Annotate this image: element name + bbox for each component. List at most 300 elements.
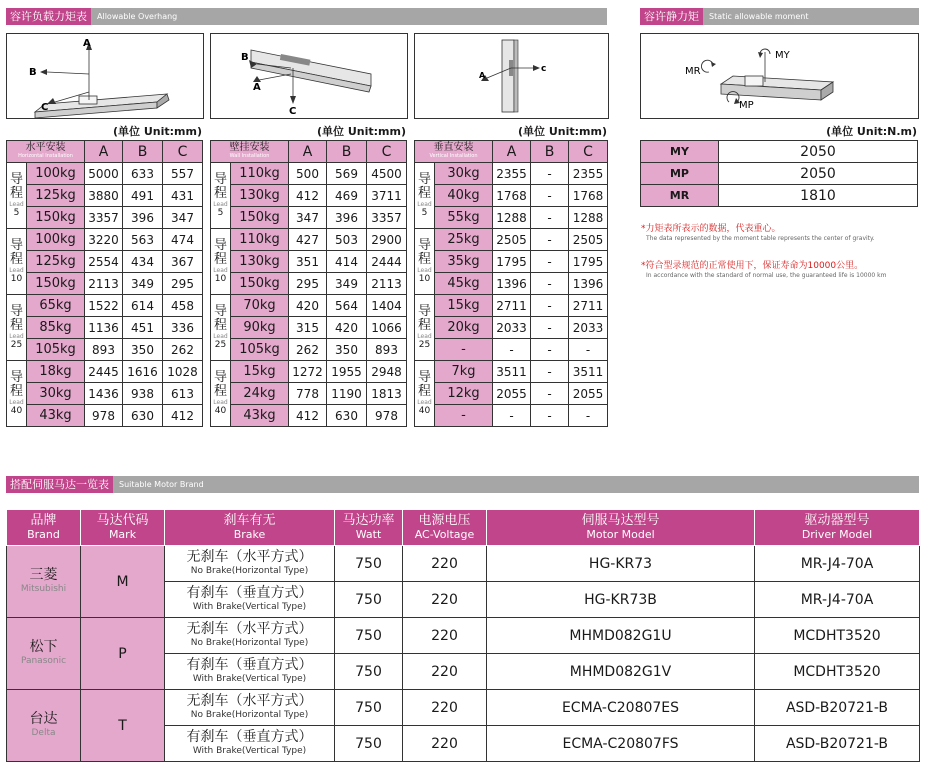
- brake-zh: 无刹车（水平方式）: [186, 621, 313, 637]
- value-cell: 367: [163, 251, 203, 273]
- column-header-b: B: [327, 141, 367, 163]
- moment-key: MR: [641, 185, 719, 207]
- value-cell: 2033: [493, 317, 531, 339]
- value-cell: 1795: [569, 251, 608, 273]
- note-guaranteed-life-zh: *符合型录规范的正常使用下，保证寿命为10000公里。: [641, 261, 864, 271]
- diagram-label-c: C: [41, 102, 49, 113]
- diagram-label-b: B: [29, 67, 37, 78]
- value-cell: 347: [163, 207, 203, 229]
- unit-label-wall: (单位 Unit:mm): [317, 125, 406, 138]
- motor-column-header: [7, 510, 81, 546]
- load-cell: 24kg: [231, 383, 289, 405]
- mark-cell: M: [81, 546, 165, 618]
- load-cell: 100kg: [27, 163, 85, 185]
- brand-en: Mitsubishi: [20, 583, 67, 594]
- value-cell: 451: [123, 317, 163, 339]
- lead-text: 导: [9, 238, 23, 253]
- value-cell: -: [531, 383, 569, 405]
- lead-text: 程: [9, 252, 23, 267]
- value-cell: 1616: [123, 361, 163, 383]
- table-row: [211, 251, 407, 273]
- value-cell: 315: [289, 317, 327, 339]
- motor-cell: HG-KR73: [487, 546, 755, 582]
- diagram-label-my: MY: [775, 50, 790, 61]
- value-cell: -: [569, 339, 608, 361]
- lead-label: [7, 361, 27, 427]
- volt-cell: 220: [403, 546, 487, 582]
- unit-label-moment: (单位 Unit:N.m): [826, 125, 917, 138]
- load-cell: 30kg: [435, 163, 493, 185]
- lead-text: Lead: [417, 333, 432, 340]
- lead-label: [7, 295, 27, 361]
- value-cell: 414: [327, 251, 367, 273]
- table-row: [7, 317, 203, 339]
- table-row: [7, 361, 203, 383]
- value-cell: 1136: [85, 317, 123, 339]
- value-cell: 3880: [85, 185, 123, 207]
- mark-cell: P: [81, 618, 165, 690]
- header-zh: 马达代码: [96, 512, 149, 528]
- value-cell: 396: [327, 207, 367, 229]
- value-cell: 1404: [367, 295, 407, 317]
- motor-column-header: [165, 510, 335, 546]
- value-cell: 3220: [85, 229, 123, 251]
- motor-section-title: 搭配伺服马达一览表: [6, 476, 113, 493]
- table-row: [211, 317, 407, 339]
- value-cell: 349: [327, 273, 367, 295]
- brake-cell: [165, 726, 335, 762]
- load-cell: 105kg: [27, 339, 85, 361]
- lead-text: Lead: [9, 333, 24, 340]
- header-zh: 刹车有无: [223, 512, 276, 528]
- table-row: [211, 273, 407, 295]
- lead-text: 程: [417, 384, 431, 399]
- lead-value: 5: [13, 208, 20, 218]
- lead-label: [211, 295, 231, 361]
- lead-value: 5: [217, 208, 224, 218]
- value-cell: 396: [123, 207, 163, 229]
- value-cell: 2113: [367, 273, 407, 295]
- brake-en: With Brake(Vertical Type): [192, 746, 307, 756]
- note-center-of-gravity-zh: *力矩表所表示的数据，代表重心。: [641, 224, 781, 234]
- value-cell: 262: [289, 339, 327, 361]
- load-cell: 43kg: [27, 405, 85, 427]
- lead-text: Lead: [213, 201, 228, 208]
- brake-cell: [165, 582, 335, 618]
- lead-text: Lead: [417, 267, 432, 274]
- lead-value: 40: [10, 406, 23, 416]
- lead-text: 导: [213, 304, 227, 319]
- value-cell: 2505: [569, 229, 608, 251]
- value-cell: 2711: [493, 295, 531, 317]
- lead-text: 程: [213, 186, 227, 201]
- lead-text: 程: [9, 384, 23, 399]
- value-cell: 1436: [85, 383, 123, 405]
- load-cell: 20kg: [435, 317, 493, 339]
- header-zh: 品牌: [30, 512, 57, 528]
- watt-cell: 750: [335, 546, 403, 582]
- table-row: [211, 361, 407, 383]
- value-cell: 420: [289, 295, 327, 317]
- overhang-header-row: [211, 141, 407, 163]
- value-cell: -: [531, 229, 569, 251]
- value-cell: 295: [163, 273, 203, 295]
- lead-text: 导: [417, 172, 431, 187]
- load-cell: -: [435, 405, 493, 427]
- column-header-c: C: [163, 141, 203, 163]
- value-cell: 427: [289, 229, 327, 251]
- value-cell: 1396: [569, 273, 608, 295]
- lead-text: 程: [213, 384, 227, 399]
- diagram-label-mr: MR: [685, 66, 701, 77]
- value-cell: 3357: [367, 207, 407, 229]
- lead-text: 程: [213, 318, 227, 333]
- value-cell: -: [531, 361, 569, 383]
- install-type-label: [7, 141, 85, 163]
- value-cell: 1795: [493, 251, 531, 273]
- lead-label: [415, 361, 435, 427]
- table-row: [7, 546, 920, 582]
- brake-zh: 有刹车（垂直方式）: [186, 657, 313, 673]
- header-zh: 驱动器型号: [804, 512, 870, 528]
- brand-en: Panasonic: [20, 655, 67, 666]
- load-cell: 7kg: [435, 361, 493, 383]
- table-row: [211, 405, 407, 427]
- motor-cell: MHMD082G1V: [487, 654, 755, 690]
- wall-overhang-table: [210, 140, 407, 427]
- value-cell: 3711: [367, 185, 407, 207]
- brake-zh: 有刹车（垂直方式）: [186, 729, 313, 745]
- lead-text: 导: [417, 370, 431, 385]
- value-cell: -: [531, 163, 569, 185]
- lead-text: Lead: [213, 267, 228, 274]
- load-cell: 15kg: [435, 295, 493, 317]
- value-cell: 2355: [493, 163, 531, 185]
- value-cell: -: [531, 317, 569, 339]
- value-cell: 2505: [493, 229, 531, 251]
- value-cell: 431: [163, 185, 203, 207]
- load-cell: 110kg: [231, 163, 289, 185]
- load-cell: 15kg: [231, 361, 289, 383]
- lead-text: Lead: [9, 201, 24, 208]
- value-cell: 2113: [85, 273, 123, 295]
- brake-zh: 无刹车（水平方式）: [186, 549, 313, 565]
- brand-zh: 松下: [29, 638, 58, 655]
- table-row: [7, 251, 203, 273]
- column-header-a: A: [493, 141, 531, 163]
- volt-cell: 220: [403, 726, 487, 762]
- table-row: [7, 295, 203, 317]
- motor-cell: ECMA-C20807ES: [487, 690, 755, 726]
- column-header-b: B: [531, 141, 569, 163]
- table-row: [211, 207, 407, 229]
- moment-row: [641, 185, 918, 207]
- wall-install-diagram: [210, 33, 408, 119]
- table-row: [415, 251, 608, 273]
- install-type-zh: 水平安装: [25, 141, 66, 153]
- moment-value: 1810: [719, 185, 918, 207]
- value-cell: -: [531, 339, 569, 361]
- load-cell: 30kg: [27, 383, 85, 405]
- column-header-b: B: [123, 141, 163, 163]
- value-cell: -: [531, 251, 569, 273]
- lead-text: 导: [9, 304, 23, 319]
- value-cell: 1522: [85, 295, 123, 317]
- table-row: [415, 207, 608, 229]
- value-cell: -: [531, 207, 569, 229]
- diagram-label-c-vert: c: [541, 64, 547, 74]
- note-guaranteed-life-en: In accordance with the standard of normal use, the guaranteed life is 10000 km: [646, 272, 887, 279]
- table-row: [7, 273, 203, 295]
- install-type-en: Vertical Installation: [429, 152, 478, 159]
- lead-text: 导: [213, 172, 227, 187]
- lead-text: 导: [213, 370, 227, 385]
- value-cell: 349: [123, 273, 163, 295]
- load-cell: 85kg: [27, 317, 85, 339]
- brake-zh: 有刹车（垂直方式）: [186, 585, 313, 601]
- brand-zh: 台达: [29, 710, 58, 727]
- table-row: [211, 185, 407, 207]
- value-cell: 1190: [327, 383, 367, 405]
- load-cell: 130kg: [231, 251, 289, 273]
- brake-en: No Brake(Horizontal Type): [190, 710, 309, 720]
- lead-text: 程: [213, 252, 227, 267]
- table-row: [7, 185, 203, 207]
- value-cell: 938: [123, 383, 163, 405]
- lead-text: Lead: [417, 399, 432, 406]
- value-cell: 3511: [493, 361, 531, 383]
- value-cell: 350: [123, 339, 163, 361]
- diagram-label-a: A: [83, 38, 91, 49]
- brake-cell: [165, 546, 335, 582]
- value-cell: 474: [163, 229, 203, 251]
- value-cell: -: [493, 339, 531, 361]
- value-cell: 1955: [327, 361, 367, 383]
- vertical-install-diagram: [414, 33, 609, 119]
- value-cell: 2055: [493, 383, 531, 405]
- table-row: [7, 207, 203, 229]
- motor-cell: ECMA-C20807FS: [487, 726, 755, 762]
- lead-value: 40: [418, 406, 431, 416]
- value-cell: 3511: [569, 361, 608, 383]
- install-type-zh: 壁挂安装: [229, 141, 270, 153]
- value-cell: 295: [289, 273, 327, 295]
- table-row: [7, 163, 203, 185]
- value-cell: -: [569, 405, 608, 427]
- value-cell: 563: [123, 229, 163, 251]
- mark-cell: T: [81, 690, 165, 762]
- table-row: [211, 163, 407, 185]
- value-cell: 2948: [367, 361, 407, 383]
- lead-text: Lead: [9, 399, 24, 406]
- static-moment-diagram: [640, 33, 919, 119]
- header-en: Motor Model: [586, 527, 655, 541]
- header-zh: 伺服马达型号: [581, 512, 660, 528]
- load-cell: -: [435, 339, 493, 361]
- lead-text: 程: [417, 186, 431, 201]
- value-cell: 978: [367, 405, 407, 427]
- static-section-header: [640, 8, 919, 25]
- column-header-a: A: [289, 141, 327, 163]
- value-cell: 564: [327, 295, 367, 317]
- table-row: [415, 317, 608, 339]
- value-cell: -: [531, 185, 569, 207]
- table-row: [7, 690, 920, 726]
- install-type-label: [211, 141, 289, 163]
- load-cell: 105kg: [231, 339, 289, 361]
- value-cell: 503: [327, 229, 367, 251]
- diagram-label-a-vert: A: [479, 71, 486, 80]
- motor-column-header: [487, 510, 755, 546]
- value-cell: 614: [123, 295, 163, 317]
- table-row: [7, 405, 203, 427]
- header-en: Mark: [108, 527, 137, 541]
- value-cell: 412: [289, 185, 327, 207]
- table-row: [415, 229, 608, 251]
- table-row: [415, 185, 608, 207]
- moment-row: [641, 163, 918, 185]
- motor-table-header: [7, 510, 920, 546]
- vertical-overhang-table: [414, 140, 608, 427]
- lead-text: 导: [417, 238, 431, 253]
- note-center-of-gravity-en: The data represented by the moment table represents the center of gravity.: [646, 235, 875, 242]
- install-type-en: Horizontal Installation: [18, 152, 73, 159]
- value-cell: 613: [163, 383, 203, 405]
- header-en: AC-Voltage: [414, 527, 475, 541]
- lead-text: Lead: [417, 201, 432, 208]
- column-header-c: C: [367, 141, 407, 163]
- value-cell: 434: [123, 251, 163, 273]
- load-cell: 45kg: [435, 273, 493, 295]
- column-header-c: C: [569, 141, 608, 163]
- brand-cell: [7, 546, 81, 618]
- header-en: Brand: [27, 527, 60, 541]
- brake-cell: [165, 690, 335, 726]
- lead-text: 程: [417, 252, 431, 267]
- horizontal-install-diagram: [6, 33, 204, 119]
- lead-value: 40: [214, 406, 227, 416]
- table-row: [415, 383, 608, 405]
- lead-value: 25: [10, 340, 23, 350]
- load-cell: 130kg: [231, 185, 289, 207]
- lead-text: 程: [417, 318, 431, 333]
- brake-cell: [165, 654, 335, 690]
- motor-column-header: [335, 510, 403, 546]
- value-cell: 1288: [569, 207, 608, 229]
- value-cell: 2445: [85, 361, 123, 383]
- value-cell: 2355: [569, 163, 608, 185]
- table-row: [211, 295, 407, 317]
- lead-label: [7, 163, 27, 229]
- load-cell: 150kg: [231, 273, 289, 295]
- load-cell: 110kg: [231, 229, 289, 251]
- load-cell: 55kg: [435, 207, 493, 229]
- lead-text: 导: [9, 172, 23, 187]
- load-cell: 150kg: [231, 207, 289, 229]
- load-cell: 70kg: [231, 295, 289, 317]
- moment-key: MP: [641, 163, 719, 185]
- header-zh: 马达功率: [342, 512, 395, 528]
- table-row: [415, 295, 608, 317]
- load-cell: 35kg: [435, 251, 493, 273]
- watt-cell: 750: [335, 582, 403, 618]
- static-section-subtitle: Static allowable moment: [709, 12, 809, 21]
- driver-cell: ASD-B20721-B: [755, 726, 920, 762]
- value-cell: 1768: [569, 185, 608, 207]
- lead-text: Lead: [213, 333, 228, 340]
- overhang-section-subtitle: Allowable Overhang: [97, 12, 178, 21]
- table-row: [211, 339, 407, 361]
- value-cell: 1396: [493, 273, 531, 295]
- header-en: Driver Model: [801, 527, 873, 541]
- load-cell: 12kg: [435, 383, 493, 405]
- load-cell: 125kg: [27, 251, 85, 273]
- brake-en: With Brake(Vertical Type): [192, 674, 307, 684]
- table-row: [211, 383, 407, 405]
- value-cell: 4500: [367, 163, 407, 185]
- table-row: [7, 339, 203, 361]
- value-cell: 262: [163, 339, 203, 361]
- brake-en: With Brake(Vertical Type): [192, 602, 307, 612]
- table-row: [415, 273, 608, 295]
- lead-value: 5: [421, 208, 428, 218]
- table-row: [415, 361, 608, 383]
- brand-cell: [7, 618, 81, 690]
- value-cell: 778: [289, 383, 327, 405]
- value-cell: 336: [163, 317, 203, 339]
- moment-value: 2050: [719, 163, 918, 185]
- motor-column-header: [81, 510, 165, 546]
- value-cell: 350: [327, 339, 367, 361]
- value-cell: 347: [289, 207, 327, 229]
- value-cell: 3357: [85, 207, 123, 229]
- value-cell: 412: [289, 405, 327, 427]
- value-cell: -: [493, 405, 531, 427]
- lead-text: Lead: [9, 267, 24, 274]
- install-type-label: [415, 141, 493, 163]
- lead-value: 10: [418, 274, 431, 284]
- horizontal-overhang-table: [6, 140, 203, 427]
- unit-label-vertical: (单位 Unit:mm): [518, 125, 607, 138]
- value-cell: 557: [163, 163, 203, 185]
- value-cell: 1288: [493, 207, 531, 229]
- lead-text: 导: [9, 370, 23, 385]
- value-cell: 351: [289, 251, 327, 273]
- motor-column-header: [755, 510, 920, 546]
- load-cell: 100kg: [27, 229, 85, 251]
- value-cell: 569: [327, 163, 367, 185]
- static-section-title: 容许静力矩: [640, 8, 703, 25]
- diagram-label-a-wall: A: [253, 82, 261, 93]
- lead-text: Lead: [213, 399, 228, 406]
- value-cell: 893: [85, 339, 123, 361]
- value-cell: 2444: [367, 251, 407, 273]
- driver-cell: ASD-B20721-B: [755, 690, 920, 726]
- load-cell: 125kg: [27, 185, 85, 207]
- brake-cell: [165, 618, 335, 654]
- driver-cell: MCDHT3520: [755, 654, 920, 690]
- overhang-section-title: 容许负载力矩表: [6, 8, 91, 25]
- load-cell: 150kg: [27, 273, 85, 295]
- value-cell: 1066: [367, 317, 407, 339]
- moment-key: MY: [641, 141, 719, 163]
- header-en: Watt: [355, 527, 382, 541]
- brand-en: Delta: [31, 727, 56, 738]
- value-cell: 630: [327, 405, 367, 427]
- motor-section-subtitle: Suitable Motor Brand: [119, 480, 204, 489]
- lead-text: 程: [9, 318, 23, 333]
- value-cell: 633: [123, 163, 163, 185]
